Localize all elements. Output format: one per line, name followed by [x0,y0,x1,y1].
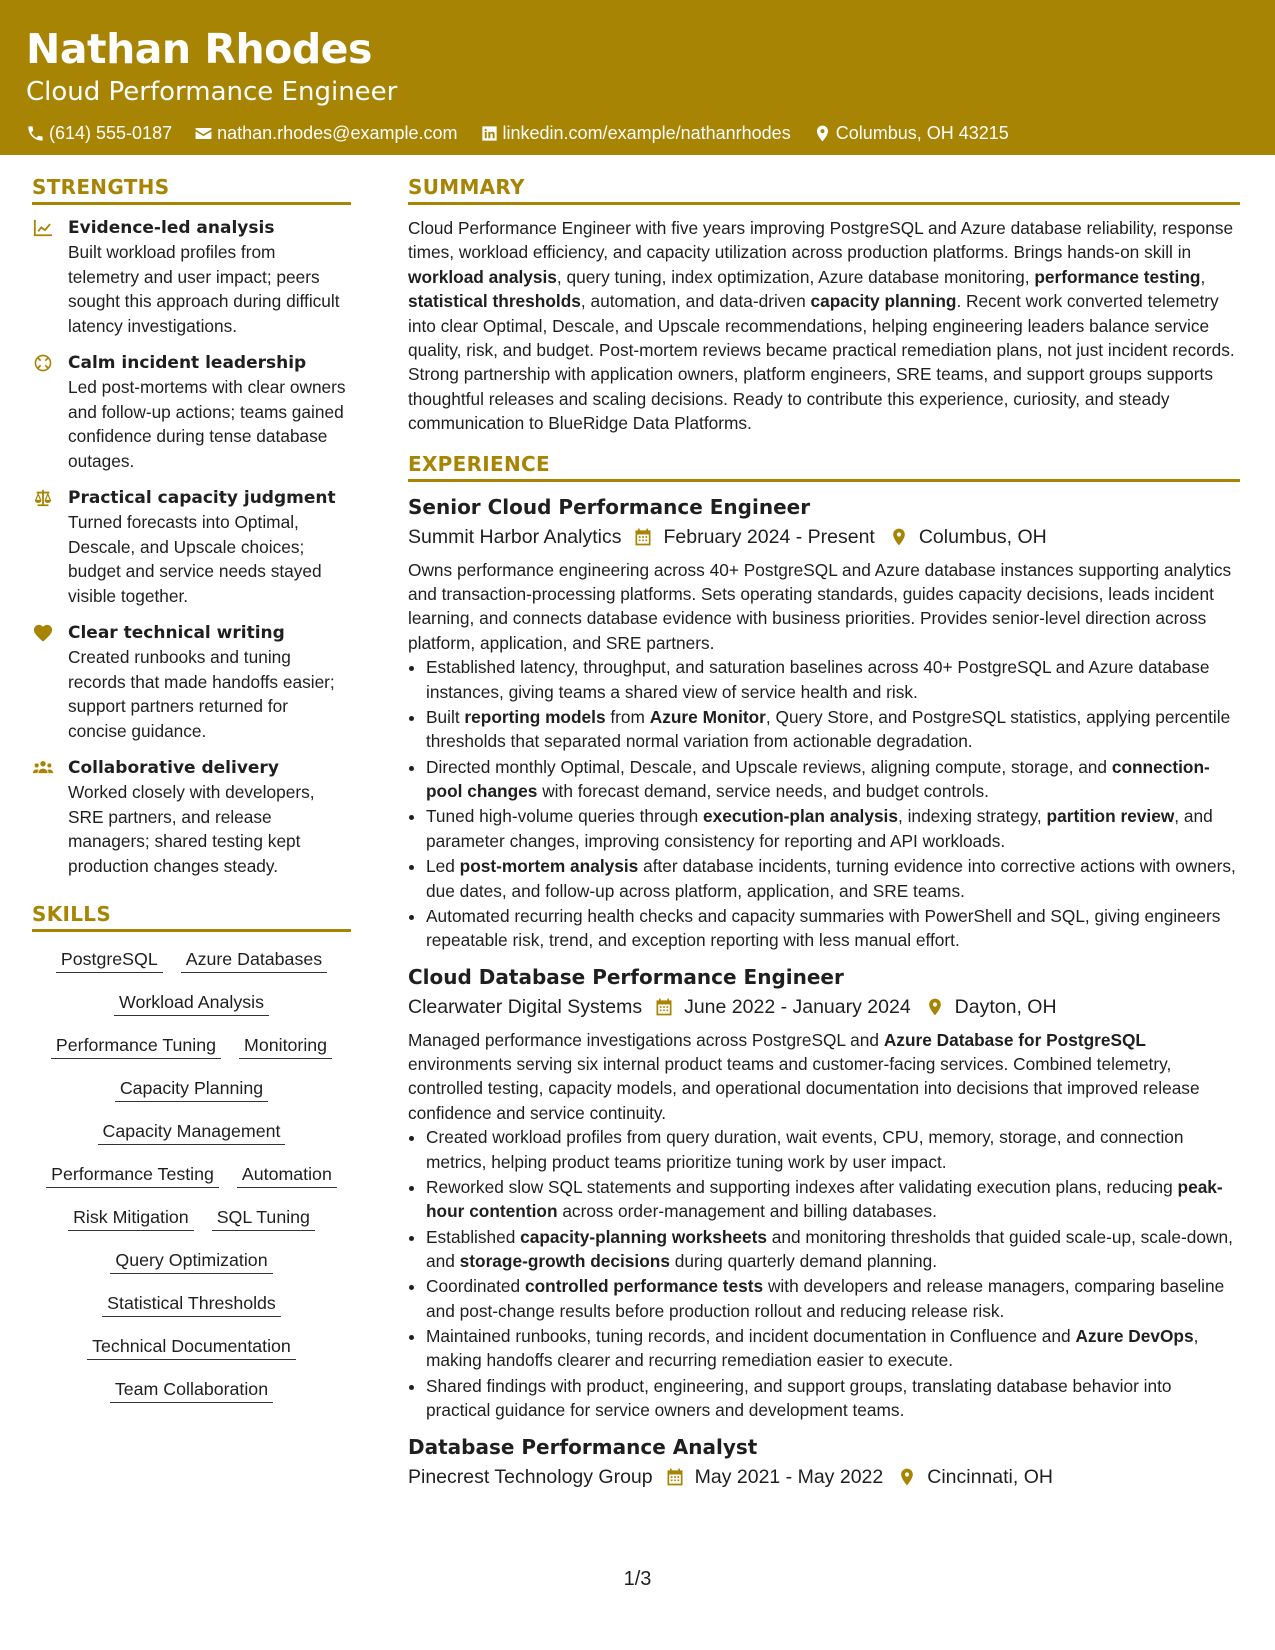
strength-item [32,216,351,338]
skill-tag: Risk Mitigation [68,1205,194,1231]
job-location: Dayton, OH [954,995,1057,1018]
users-icon [32,758,54,778]
experience-heading: EXPERIENCE [408,452,1240,482]
strength-desc: Turned forecasts into Optimal, Descale, and Upscale choices; budget and service needs stayed visible together. [68,512,322,606]
company-name: Pinecrest Technology Group [408,1465,653,1488]
strength-item [32,756,351,878]
contact-linkedin[interactable] [480,121,791,145]
skill-tag: Automation [237,1162,337,1188]
map-pin-icon [889,527,909,547]
job-description: Managed performance investigations across PostgreSQL and Azure Database for PostgreSQL environments serving six internal product teams and customer-facing services. Combined telemetry, controlled testing, capacity models, and operational documentation into decisions that improved release confidence and service continuity. [408,1029,1200,1123]
strength-title: Evidence-led analysis [68,218,275,238]
strength-item [32,486,351,608]
skill-tag: Team Collaboration [110,1377,273,1403]
skill-tag: Performance Testing [46,1162,219,1188]
contact-email[interactable] [194,121,457,145]
job-bullet: • Maintained runbooks, tuning records, and incident documentation in Confluence and Azure DevOps, making handoffs clearer and recurring remediation easier to execute. [426,1324,1240,1373]
job-entry [408,493,1240,953]
skill-tag: Technical Documentation [87,1334,296,1360]
contact-row [26,121,1249,145]
strength-title: Collaborative delivery [68,758,279,778]
left-column [32,175,351,1403]
strength-desc: Created runbooks and tuning records that made handoffs easier; support partners returned for concise guidance. [68,647,335,741]
skills-list [32,945,351,1403]
calendar-icon [633,527,653,547]
right-column [408,175,1240,1502]
job-bullet: • Coordinated controlled performance tests with developers and release managers, comparing baseline and post-change results before production rollout and reducing release risk. [426,1274,1240,1323]
company-name: Summit Harbor Analytics [408,525,622,548]
job-dates: June 2022 - January 2024 [684,995,911,1018]
page-number: 1/3 [623,1568,652,1590]
strength-item [32,621,351,743]
strengths-heading: STRENGTHS [32,175,351,205]
job-meta [408,1462,1240,1492]
job-location: Cincinnati, OH [927,1465,1053,1488]
job-dates: May 2021 - May 2022 [694,1465,884,1488]
location-text: Columbus, OH 43215 [835,123,1009,143]
calendar-icon [665,1467,685,1487]
skill-tag: Performance Tuning [51,1033,221,1059]
line-chart-icon [32,218,54,238]
resume-header [0,0,1275,155]
strength-desc: Built workload profiles from telemetry and user impact; peers sought this approach during difficult latency investigations. [68,242,340,336]
contact-location [813,121,1009,145]
job-bullet: • Directed monthly Optimal, Descale, and Upscale reviews, aligning compute, storage, and connection-pool changes with forecast demand, service needs, and budget controls. [426,755,1240,804]
linkedin-text: linkedin.com/example/nathanrhodes [502,123,791,143]
job-entry [408,1433,1240,1492]
candidate-name: Nathan Rhodes [26,25,372,73]
job-bullet: • Shared findings with product, engineering, and support groups, translating database behavior into practical guidance for service owners and development teams. [426,1374,1240,1423]
email-text: nathan.rhodes@example.com [217,123,458,143]
strength-title: Clear technical writing [68,623,285,643]
job-bullet: • Built reporting models from Azure Monitor, Query Store, and PostgreSQL statistics, applying percentile thresholds that separated normal variation from actionable degradation. [426,705,1240,754]
job-bullet: • Led post-mortem analysis after database incidents, turning evidence into corrective actions with owners, due dates, and follow-up across platform, application, and SRE teams. [426,854,1240,903]
heart-icon [32,623,54,643]
skill-tag: Query Optimization [110,1248,272,1274]
job-title: Cloud Database Performance Engineer [408,964,844,989]
skill-tag: Capacity Planning [115,1076,268,1102]
map-pin-icon [813,124,832,143]
contact-phone[interactable] [26,121,172,145]
envelope-icon [194,124,213,143]
strength-title: Practical capacity judgment [68,488,336,508]
job-title: Senior Cloud Performance Engineer [408,494,811,519]
skill-tag: Workload Analysis [114,990,269,1016]
company-name: Clearwater Digital Systems [408,995,643,1018]
phone-text: (614) 555-0187 [49,123,173,143]
skill-tag: PostgreSQL [56,947,163,973]
job-title: Database Performance Analyst [408,1434,758,1459]
skill-tag: Statistical Thresholds [102,1291,281,1317]
map-pin-icon [897,1467,917,1487]
job-meta [408,522,1240,552]
summary-text: Cloud Performance Engineer with five years improving PostgreSQL and Azure database reliability, response times, workload efficiency, and capacity utilization across production platforms. Brings hands-on skill in workload analysis, query tuning, index optimization, Azure database monitoring, performance testing, statistical thresholds, automation, and data-driven capacity planning. Recent work converted telemetry into clear Optimal, Descale, and Upscale recommendations, helping engineering leaders balance service quality, risk, and budget. Post-mortem reviews became practical remediation plans, not just incident records. Strong partnership with application owners, platform engineers, SRE teams, and support groups supports thoughtful releases and scaling decisions. Ready to contribute this experience, curiosity, and steady communication to BlueRidge Data Platforms. [408,218,1235,434]
job-bullet: • Created workload profiles from query duration, wait events, CPU, memory, storage, and connection metrics, helping product teams prioritize tuning work by user impact. [426,1125,1240,1174]
map-pin-icon [925,997,945,1017]
skills-heading: SKILLS [32,902,351,932]
job-description: Owns performance engineering across 40+ PostgreSQL and Azure database instances supporting analytics and transaction-processing platforms. Sets operating standards, guides capacity decisions, leads incident learning, and connects database evidence with business priorities. Provides senior-level direction across platform, application, and SRE partners. [408,559,1232,653]
skill-tag: SQL Tuning [212,1205,315,1231]
summary-heading: SUMMARY [408,175,1240,205]
strength-title: Calm incident leadership [68,353,307,373]
job-bullet: • Reworked slow SQL statements and supporting indexes after validating execution plans, reducing peak-hour contention across order-management and billing databases. [426,1175,1240,1224]
linkedin-icon [480,124,499,143]
job-bullets [408,655,1240,952]
job-bullet: • Established latency, throughput, and saturation baselines across 40+ PostgreSQL and Azure database instances, giving teams a shared view of service health and risk. [426,655,1240,704]
job-meta [408,992,1240,1022]
strength-item [32,351,351,473]
job-bullet: • Automated recurring health checks and capacity summaries with PowerShell and SQL, giving engineers repeatable risk, trend, and exception reporting with less manual effort. [426,904,1240,953]
skill-tag: Capacity Management [98,1119,286,1145]
calendar-icon [654,997,674,1017]
scale-icon [32,488,54,508]
skill-tag: Azure Databases [181,947,327,973]
phone-icon [26,124,45,143]
candidate-title: Cloud Performance Engineer [26,77,398,107]
strength-desc: Led post-mortems with clear owners and follow-up actions; teams gained confidence during tense database outages. [68,377,346,471]
job-location: Columbus, OH [918,525,1047,548]
job-bullet: • Established capacity-planning worksheets and monitoring thresholds that guided scale-up, scale-down, and storage-growth decisions during quarterly demand planning. [426,1225,1240,1274]
job-bullet: • Tuned high-volume queries through execution-plan analysis, indexing strategy, partition review, and parameter changes, improving consistency for reporting and API workloads. [426,804,1240,853]
job-dates: February 2024 - Present [663,525,875,548]
lifebuoy-icon [32,353,54,373]
strength-desc: Worked closely with developers, SRE partners, and release managers; shared testing kept production changes steady. [68,782,315,876]
job-entry [408,963,1240,1423]
job-bullets [408,1125,1240,1422]
skill-tag: Monitoring [239,1033,332,1059]
